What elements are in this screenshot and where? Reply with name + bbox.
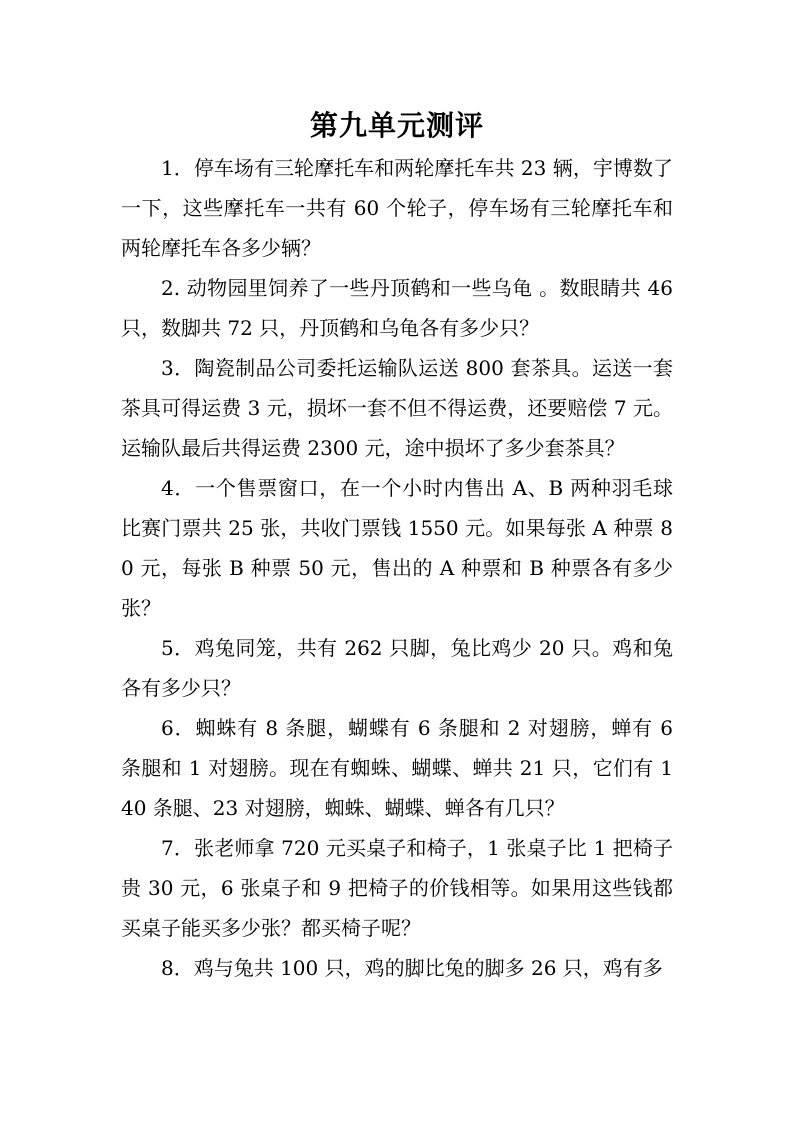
page-title: 第九单元测评 — [309, 109, 484, 142]
problem-2: 2. 动物园里饲养了一些丹顶鹤和一些乌龟 。数眼睛共 46 只，数脚共 72 只，丹顶鹤和乌龟各有多少只？ — [121, 276, 673, 340]
problem-4: 4．一个售票窗口，在一个小时内售出 A、B 两种羽毛球比赛门票共 25 张，共收门票钱 1550 元。如果每张 A 种票 80 元，每张 B 种票 50 元，售出的 A 种票和 B 种票各有多少张？ — [121, 476, 673, 620]
problem-8: 8．鸡与兔共 100 只，鸡的脚比兔的脚多 26 只，鸡有多 — [161, 956, 663, 980]
problem-3: 3．陶瓷制品公司委托运输队运送 800 套茶具。运送一套茶具可得运费 3 元，损坏一套不但不得运费，还要赔偿 7 元。运输队最后共得运费 2300 元，途中损坏了多少套茶具？ — [121, 356, 673, 460]
problem-list — [121, 148, 673, 988]
problem-5: 5．鸡兔同笼，共有 262 只脚，兔比鸡少 20 只。鸡和兔各有多少只？ — [121, 636, 673, 700]
problem-7: 7．张老师拿 720 元买桌子和椅子，1 张桌子比 1 把椅子贵 30 元，6 张桌子和 9 把椅子的价钱相等。如果用这些钱都买桌子能买多少张？都买椅子呢？ — [121, 836, 673, 940]
problem-1: 1．停车场有三轮摩托车和两轮摩托车共 23 辆，宇博数了一下，这些摩托车一共有 60 个轮子，停车场有三轮摩托车和两轮摩托车各多少辆？ — [121, 156, 673, 260]
problem-6: 6．蜘蛛有 8 条腿，蝴蝶有 6 条腿和 2 对翅膀，蝉有 6 条腿和 1 对翅膀。现在有蜘蛛、蝴蝶、蝉共 21 只，它们有 140 条腿、23 对翅膀，蜘蛛、蝴蝶、蝉各有几只？ — [121, 716, 673, 820]
